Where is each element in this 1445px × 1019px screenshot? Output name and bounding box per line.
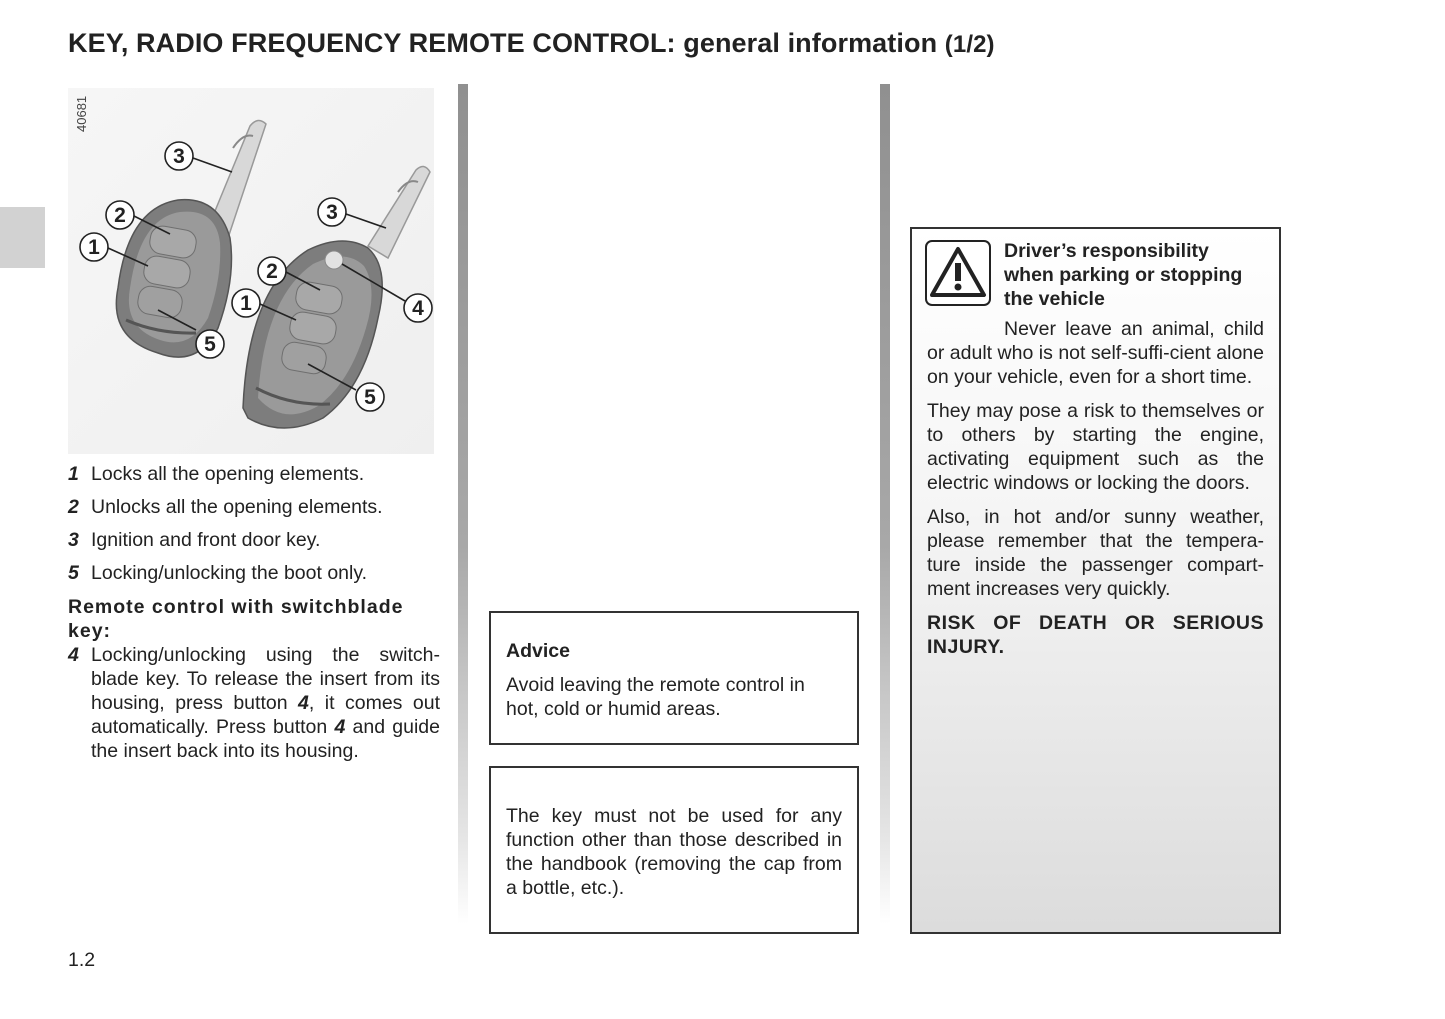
switchblade-item: [68, 643, 440, 763]
warning-title: Driver’s responsibility when parking or stopping the vehicle: [1004, 240, 1243, 310]
legend-num: 3: [68, 529, 79, 551]
warning-emphasis: RISK OF DEATH OR SERIOUS INJURY.: [927, 612, 1264, 658]
callout-2a: 2: [114, 204, 126, 227]
callout-1a: 1: [88, 236, 100, 259]
warning-triangle-icon: [924, 239, 992, 307]
advice-title: Advice: [506, 640, 570, 662]
warning-paragraph: They may pose a risk to themselves or to others by starting the engine, activating equipment such as the electric windows or locking the doors.: [927, 400, 1264, 494]
column-divider-2: [880, 84, 890, 924]
legend-list: [68, 462, 440, 594]
legend-item: [68, 561, 440, 585]
callout-2b: 2: [266, 260, 278, 283]
callout-5a: 5: [204, 333, 216, 356]
key-drawing: [68, 88, 434, 454]
legend-num: 2: [68, 496, 79, 518]
switchblade-heading: Remote control with switchblade key:: [68, 596, 404, 642]
callout-4: 4: [412, 297, 424, 320]
advice-box: [489, 611, 859, 745]
warning-header: [927, 239, 1264, 311]
callout-3a: 3: [173, 145, 185, 168]
column-divider-1: [458, 84, 468, 924]
legend-num: 1: [68, 463, 79, 485]
figure-ref: 40681: [74, 95, 89, 132]
callout-1b: 1: [240, 292, 252, 315]
legend-item: [68, 462, 440, 486]
page-title-text: KEY, RADIO FREQUENCY REMOTE CONTROL: general information: [68, 28, 938, 58]
page-part: (1/2): [944, 31, 995, 58]
switchblade-text: Locking/unlocking using the switch-blade key. To release the insert from its housing, press button 4, it comes out automatically. Press button 4 and guide the insert back into its housing.: [91, 644, 440, 762]
legend-text: Locks all the opening elements.: [91, 463, 365, 485]
legend-item: [68, 495, 440, 519]
switchblade-num: 4: [68, 644, 79, 666]
warning-paragraph: Also, in hot and/or sunny weather, please remember that the tempera-ture inside the passenger compart-ment increases very quickly.: [927, 506, 1264, 600]
callout-5b: 5: [364, 386, 376, 409]
warning-box: [910, 227, 1281, 934]
advice-text: Avoid leaving the remote control in hot, cold or humid areas.: [506, 674, 805, 720]
legend-item: [68, 528, 440, 552]
legend-text: Unlocks all the opening elements.: [91, 496, 383, 518]
legend-text: Locking/unlocking the boot only.: [91, 562, 368, 584]
key-illustration: [68, 88, 434, 454]
legend-num: 5: [68, 562, 79, 584]
page-title: [68, 28, 995, 59]
callout-3b: 3: [326, 201, 338, 224]
legend-text: Ignition and front door key.: [91, 529, 321, 551]
section-tab: [0, 207, 45, 268]
key-usage-text: The key must not be used for any function other than those described in the handbook (removing the cap from a bottle, etc.).: [506, 805, 842, 899]
key-usage-note: [489, 766, 859, 934]
page-number: 1.2: [68, 949, 96, 971]
warning-paragraph: Never leave an animal, child or adult who is not self-suffi-cient alone on your vehicle, even for a short time.: [927, 318, 1264, 388]
